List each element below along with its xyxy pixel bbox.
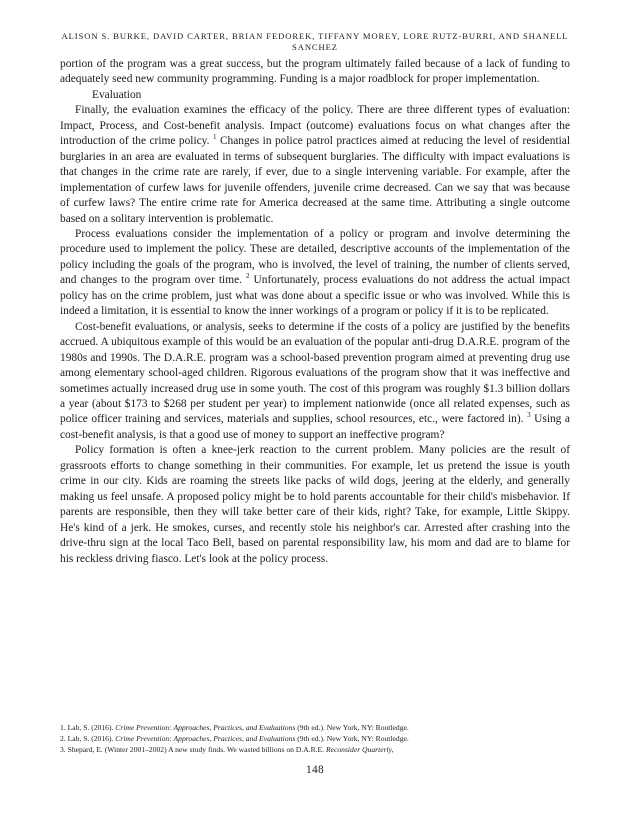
- paragraph-evaluation-intro: [60, 103, 570, 227]
- paragraph-text: Changes in police patrol practices aimed at reducing the level of residential burglaries in an area are evaluated in terms of subsequent burglaries. The difficulty with impact evaluations is that changes in the crime rate are rarely, if ever, due to a single intervening variable. For example, after the implementation of curfew laws for juvenile offenders, juvenile crime decreased. Can we say that was because of curfew laws? The entire crime rate for America decreased at the same time. Attributing a single outcome based on a solitary intervention is problematic.: [60, 135, 570, 225]
- footnote-number: 2.: [60, 734, 66, 744]
- paragraph-text: Unfortunately, process evaluations do not address the actual impact policy has on the crime problem, just what was done about a specific issue or who was involved. While this is indeed a limitation, it is essential to know the inner workings of a program or policy if it is to be replicated.: [60, 274, 570, 318]
- page-number: 148: [306, 764, 324, 776]
- section-heading: Evaluation: [92, 88, 142, 101]
- footnote-1: [60, 722, 570, 733]
- footnote-number: 1.: [60, 723, 66, 732]
- footnote-2: [60, 733, 570, 744]
- footnotes: [60, 722, 570, 756]
- paragraph-text: Cost-benefit evaluations, or analysis, seeks to determine if the costs of a policy are justified by the benefits accrued. A ubiquitous example of this would be an evaluation of the popular anti-drug D.A.R.E. program of the 1980s and 1990s. The D.A.R.E. program was a school-based prevention program aimed at preventing drug use among elementary school-aged children. Rigorous evaluations of the program show that it was ineffective and sometimes actually increased drug use in some youth. The cost of this program was roughly $1.3 billion dollars a year (about $173 to $268 per student per year) to implement nationwide (once all related expenses, such as police officer training and services, materials and supplies, school resources, etc., were factored in).: [60, 320, 570, 426]
- paragraph-policy-formation: Policy formation is often a knee-jerk reaction to the current problem. Many policies are the result of grassroots efforts to change something in their communities. For example, let us pretend the issue is youth crime in our city. Kids are roaming the streets like packs of wild dogs, jeering at the elderly, and generally making us feel unsafe. A proposed policy might be to hold parents accountable for their child's misbehavior. If parents are responsible, then they will take better care of their kids, right? Take, for example, Little Skippy. He's kind of a jerk. He smokes, curses, and recently stole his neighbor's car. Arrested after crashing into the drive-thru sign at the local Taco Bell, based on parental responsibility law, his mom and dad are to blame for his reckless driving fiasco. Let's look at the policy process.: [60, 444, 570, 565]
- footnote-title: Reconsider Quarterly,: [326, 745, 394, 755]
- body-text: [60, 57, 570, 567]
- footnote-citation: Lab, S. (2016).: [67, 723, 114, 732]
- paragraph-text: Process evaluations consider the implementation of a policy or program and involve determining the procedure used to implement the policy. These are detailed, descriptive accounts of the implementation of the policy including the goals of the program, who is involved, the level of training, the number of clients served, and changes to the program over time.: [60, 227, 570, 287]
- running-header: ALISON S. BURKE, DAVID CARTER, BRIAN FEDOREK, TIFFANY MOREY, LORE RUTZ-BURRI, AND SHANELL SANCHEZ: [61, 31, 569, 52]
- paragraph-text: Finally, the evaluation examines the efficacy of the policy. There are three different types of evaluation: Impact, Process, and Cost-benefit analysis. Impact (outcome) evaluations focus on what changes after the introduction of the crime policy.: [60, 104, 570, 148]
- paragraph-text: Using a cost-benefit analysis, is that a good use of money to support an ineffective program?: [60, 413, 570, 441]
- paragraph-process-evaluations: [60, 227, 570, 320]
- footnote-publisher: (9th ed.). New York, NY: Routledge.: [297, 723, 409, 732]
- footnote-ref-1[interactable]: 1: [212, 133, 217, 142]
- footnote-ref-2[interactable]: 2: [246, 272, 250, 281]
- footnote-ref-3[interactable]: 3: [527, 411, 531, 420]
- footnote-number: 3.: [60, 745, 66, 755]
- paragraph-cost-benefit: [60, 320, 570, 444]
- footnote-title: Crime Prevention: Approaches, Practices, and Evaluations: [115, 723, 296, 732]
- footnote-citation: Lab, S. (2016).: [67, 734, 114, 744]
- footnote-title: Crime Prevention: Approaches, Practices, and Evaluations: [115, 734, 296, 744]
- footnote-citation: Shepard, E. (Winter 2001–2002) A new study finds. We wasted billions on D.A.R.E.: [67, 745, 325, 755]
- continuation-paragraph: portion of the program was a great success, but the program ultimately failed because of a lack of funding to adequately seed new community programming. Funding is a major roadblock for proper implementation.: [60, 58, 570, 86]
- footnote-3: [60, 744, 570, 755]
- footnote-publisher: (9th ed.). New York, NY: Routledge.: [297, 734, 409, 744]
